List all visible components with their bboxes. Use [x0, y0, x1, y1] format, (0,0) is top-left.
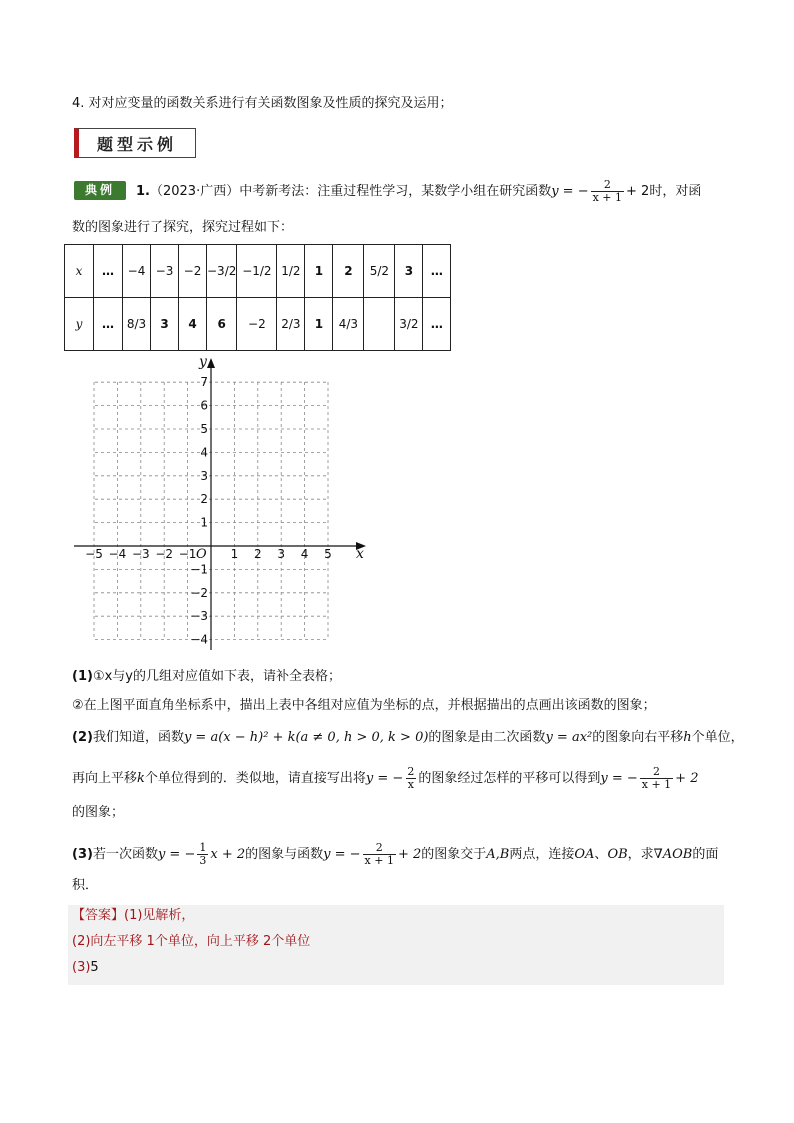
answer-part-3-number: (3) [72, 960, 91, 975]
answer-line-2: (2)向左平移 1个单位，向上平移 2个单位 [72, 934, 311, 949]
table-cell: 2 [333, 245, 364, 298]
table-cell: −2 [237, 298, 277, 351]
frac-num: 2 [652, 765, 660, 778]
q2-func-prefix: y = − [600, 771, 638, 786]
table-cell: 4 [179, 298, 207, 351]
frac-den: x [407, 778, 414, 791]
q3-triangle: ∇AOB [653, 847, 693, 862]
origin-label: O [196, 547, 207, 562]
problem-number: 1. [136, 184, 150, 199]
table-cell: −4 [123, 245, 151, 298]
q2-func-prefix: y = − [365, 771, 404, 786]
q3-func-suffix: + 2 [397, 847, 422, 862]
table-cell: 5/2 [364, 245, 395, 298]
q3-func-prefix: y = − [157, 847, 196, 862]
q2-text: 的图象经过怎样的平移可以得到 [418, 771, 601, 786]
question-1a [72, 667, 341, 687]
table-cell: … [423, 245, 451, 298]
q2-text: 个单位得到的．类似地，请直接写出将 [144, 771, 366, 786]
x-tick-label: 1 [230, 547, 239, 561]
table-cell: −3/2 [207, 245, 237, 298]
table-cell: 3/2 [395, 298, 423, 351]
q3-text: 若一次函数 [92, 847, 158, 862]
y-tick-label: 5 [200, 422, 208, 436]
q3-text: 的面 [692, 847, 719, 862]
y-tick-label: −3 [190, 609, 208, 624]
problem-line-2: 数的图象进行了探究，探究过程如下： [72, 220, 294, 235]
q2-text: 个单位， [691, 730, 744, 745]
q2-var-h: h [683, 730, 692, 745]
answer-line-3 [72, 958, 99, 978]
q3-fraction [363, 842, 396, 867]
q3-number: (3) [72, 847, 93, 862]
y-tick-label: 3 [200, 468, 208, 483]
table-header-y: y [65, 298, 94, 351]
q2-fraction [640, 766, 673, 791]
q2-text: 的图象是由二次函数 [428, 730, 546, 745]
x-tick-label: −1 [178, 547, 197, 561]
table-cell: 1/2 [277, 245, 305, 298]
q3-text: 的图象交于 [421, 847, 487, 862]
y-tick-label: −2 [190, 585, 208, 600]
header-item: 4. 对对应变量的函数关系进行有关函数图象及性质的探究及运用； [72, 96, 453, 111]
table-cell: 3 [151, 298, 179, 351]
table-cell: 6 [207, 298, 237, 351]
q1-number: (1) [72, 669, 93, 684]
frac-den: x + 1 [641, 778, 672, 791]
q2-text: 我们知道，函数 [92, 730, 184, 745]
func-prefix: y = − [551, 184, 589, 199]
x-tick-label: −2 [155, 547, 174, 561]
q3-fraction [197, 842, 208, 867]
table-cell: −2 [179, 245, 207, 298]
section-title: 题型示例 [74, 128, 196, 158]
x-tick-label: −3 [131, 547, 150, 561]
x-tick-label: 4 [300, 547, 309, 561]
q2-var-k: k [137, 771, 145, 786]
q3-separator: 、 [594, 847, 608, 862]
y-tick-label: 7 [200, 375, 208, 390]
q3-func-prefix: y = − [323, 847, 361, 862]
y-axis-label: y [199, 354, 207, 370]
q2-func-suffix: + 2 [675, 771, 699, 786]
frac-num: 1 [199, 841, 207, 854]
x-axis-label: x [356, 546, 364, 562]
x-tick-label: −4 [108, 547, 127, 561]
table-cell: … [94, 298, 123, 351]
x-tick-label: 2 [253, 547, 262, 561]
table-cell: −1/2 [237, 245, 277, 298]
question-1b [72, 696, 656, 716]
question-3-line-2: 积． [72, 878, 99, 893]
q3-segment-ob: OB [607, 847, 628, 862]
y-axis-arrow [207, 358, 215, 368]
answer-part-3-value: 5 [90, 960, 99, 975]
table-cell: … [94, 245, 123, 298]
question-2-line-2 [72, 764, 698, 794]
table-cell: 4/3 [333, 298, 364, 351]
func-frac-num: 2 [603, 178, 611, 191]
table-header-x: x [65, 245, 94, 298]
q1a-marker: ① [92, 669, 105, 684]
table-cell: 3 [395, 245, 423, 298]
y-tick-label: −1 [190, 562, 208, 577]
frac-num: 2 [407, 765, 415, 778]
q1a-text: x与y的几组对应值如下表，请补全表格； [104, 669, 341, 684]
y-tick-label: 6 [200, 398, 208, 413]
q1b-text: 在上图平面直角坐标系中，描出上表中各组对应值为坐标的点，并根据描出的点画出该函数的图象； [83, 698, 656, 713]
table-cell: 1 [305, 245, 333, 298]
q3-segment-oa: OA [574, 847, 595, 862]
q1b-marker: ② [72, 698, 84, 713]
q3-points: A,B [486, 847, 510, 862]
frac-num: 2 [375, 841, 383, 854]
y-tick-label: −4 [190, 632, 208, 647]
question-2-line-1 [72, 728, 744, 748]
table-cell: −3 [151, 245, 179, 298]
func-suffix: + 2时，对函 [626, 184, 702, 199]
func-frac-den: x + 1 [592, 191, 623, 204]
q2-text: 的图象向右平移 [592, 730, 684, 745]
q3-func-suffix: x + 2 [210, 847, 246, 862]
answer-label: 【答案】 [72, 908, 125, 923]
x-tick-label: 3 [277, 547, 286, 561]
q3-text: 的图象与函数 [245, 847, 324, 862]
y-tick-label: 4 [200, 445, 208, 460]
table-cell: 8/3 [123, 298, 151, 351]
y-tick-label: 1 [200, 515, 208, 530]
q3-text: 两点，连接 [509, 847, 575, 862]
answer-line-1 [72, 906, 194, 926]
tick-labels [85, 354, 364, 647]
answer-part-1: (1)见解析， [124, 908, 195, 923]
table-cell: 1 [305, 298, 333, 351]
y-tick-label: 2 [200, 492, 208, 507]
table-cell: … [423, 298, 451, 351]
question-3-line-1 [72, 840, 718, 870]
x-tick-label: 5 [324, 547, 332, 561]
frac-den: 3 [199, 854, 207, 867]
problem-source: （2023·广西）中考新考法：注重过程性学习，某数学小组在研究函数 [149, 184, 552, 199]
question-2-line-3: 的图象； [72, 805, 125, 820]
q2-number: (2) [72, 730, 93, 745]
q2-expression: y = ax² [545, 730, 593, 745]
frac-den: x + 1 [364, 854, 394, 867]
q2-text: 再向上平移 [72, 771, 138, 786]
example-tag: 典例 [74, 181, 126, 200]
q2-fraction [405, 766, 416, 791]
q3-text: ，求 [627, 847, 654, 862]
q2-expression: y = a(x − h)² + k(a ≠ 0, h > 0, k > 0) [183, 730, 429, 745]
x-tick-label: −5 [85, 547, 103, 561]
table-cell: 2/3 [277, 298, 305, 351]
